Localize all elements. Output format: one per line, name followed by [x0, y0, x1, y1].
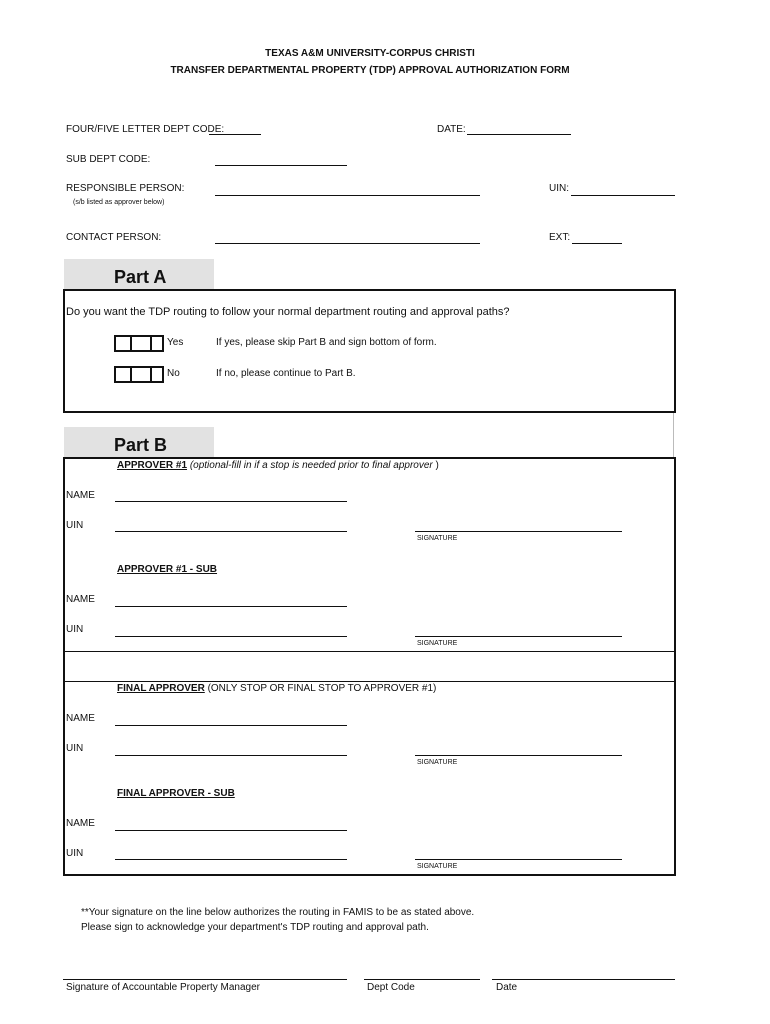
responsible-person-note: (s/b listed as approver below): [73, 199, 165, 206]
sub-dept-code-label: SUB DEPT CODE:: [66, 154, 151, 165]
part-a-question: Do you want the TDP routing to follow your normal department routing and approval paths?: [66, 306, 510, 318]
dept-code-field[interactable]: [209, 134, 261, 135]
final-approver-note: (ONLY STOP OR FINAL STOP TO APPROVER #1): [207, 683, 437, 694]
footer-dept-code-label: Dept Code: [367, 982, 415, 993]
approver1-sub-name-label: NAME: [66, 594, 95, 605]
footer-date-label: Date: [496, 982, 518, 993]
approver1-sub-signature-label: SIGNATURE: [417, 640, 458, 647]
part-b-divider-bottom: [64, 681, 675, 682]
uin-field[interactable]: [571, 195, 675, 196]
ext-field[interactable]: [572, 243, 622, 244]
date-field[interactable]: [467, 134, 571, 135]
manager-signature-field[interactable]: [63, 979, 347, 980]
dept-code-label: FOUR/FIVE LETTER DEPT CODE:: [66, 124, 225, 135]
final-approver-sub-signature-field[interactable]: [415, 859, 622, 860]
form-title: TRANSFER DEPARTMENTAL PROPERTY (TDP) APPROVAL AUTHORIZATION FORM: [170, 65, 570, 76]
final-approver-sub-name-label: NAME: [66, 818, 95, 829]
part-b-divider-top: [64, 651, 675, 652]
approver1-sub-name-field[interactable]: [115, 606, 347, 607]
final-approver-name-field[interactable]: [115, 725, 347, 726]
approver1-signature-field[interactable]: [415, 531, 622, 532]
final-approver-signature-label: SIGNATURE: [417, 759, 458, 766]
part-b-side-rule: [673, 413, 674, 457]
approver1-name-label: NAME: [66, 490, 95, 501]
yes-label: Yes: [167, 337, 184, 348]
final-approver-uin-label: UIN: [66, 743, 84, 754]
final-approver-uin-field[interactable]: [115, 755, 347, 756]
no-checkbox[interactable]: [114, 366, 164, 383]
sub-dept-code-field[interactable]: [215, 165, 347, 166]
responsible-person-label: RESPONSIBLE PERSON:: [66, 183, 185, 194]
part-b-title: Part B: [114, 435, 168, 455]
manager-signature-label: Signature of Accountable Property Manager: [66, 982, 261, 993]
approver1-signature-label: SIGNATURE: [417, 535, 458, 542]
approver1-title: APPROVER #1: [117, 460, 188, 471]
final-approver-signature-field[interactable]: [415, 755, 622, 756]
final-approver-name-label: NAME: [66, 713, 95, 724]
footer-note-line1: **Your signature on the line below authorizes the routing in FAMIS to be as stated above.: [81, 907, 475, 918]
approver1-sub-uin-label: UIN: [66, 624, 84, 635]
contact-person-field[interactable]: [215, 243, 480, 244]
ext-label: EXT:: [549, 232, 571, 243]
no-label: No: [167, 368, 180, 379]
no-note: If no, please continue to Part B.: [216, 368, 356, 379]
approver1-uin-label: UIN: [66, 520, 84, 531]
final-approver-sub-uin-field[interactable]: [115, 859, 347, 860]
approver1-sub-uin-field[interactable]: [115, 636, 347, 637]
approver1-heading: [117, 460, 439, 472]
final-approver-sub-signature-label: SIGNATURE: [417, 863, 458, 870]
responsible-person-field[interactable]: [215, 195, 480, 196]
final-approver-sub-name-field[interactable]: [115, 830, 347, 831]
approver1-uin-field[interactable]: [115, 531, 347, 532]
part-a-title: Part A: [114, 267, 167, 287]
contact-person-label: CONTACT PERSON:: [66, 232, 162, 243]
yes-checkbox[interactable]: [114, 335, 164, 352]
approver1-name-field[interactable]: [115, 501, 347, 502]
uin-label: UIN:: [549, 183, 569, 194]
yes-note: If yes, please skip Part B and sign bottom of form.: [216, 337, 437, 348]
footer-dept-code-field[interactable]: [364, 979, 480, 980]
final-approver-heading: [117, 683, 436, 695]
final-approver-sub-title: FINAL APPROVER - SUB: [117, 788, 235, 799]
part-b-box: [63, 457, 676, 876]
date-label: DATE:: [437, 124, 466, 135]
approver1-sub-title: APPROVER #1 - SUB: [117, 564, 218, 575]
final-approver-title: FINAL APPROVER: [117, 683, 205, 694]
approver1-note-close: ): [435, 460, 439, 471]
footer-note-line2: Please sign to acknowledge your department's TDP routing and approval path.: [81, 922, 429, 933]
final-approver-sub-uin-label: UIN: [66, 848, 84, 859]
approver1-sub-signature-field[interactable]: [415, 636, 622, 637]
approver1-note: (optional-fill in if a stop is needed prior to final approver: [189, 460, 433, 471]
footer-date-field[interactable]: [492, 979, 675, 980]
form-institution-title: TEXAS A&M UNIVERSITY-CORPUS CHRISTI: [265, 48, 475, 59]
